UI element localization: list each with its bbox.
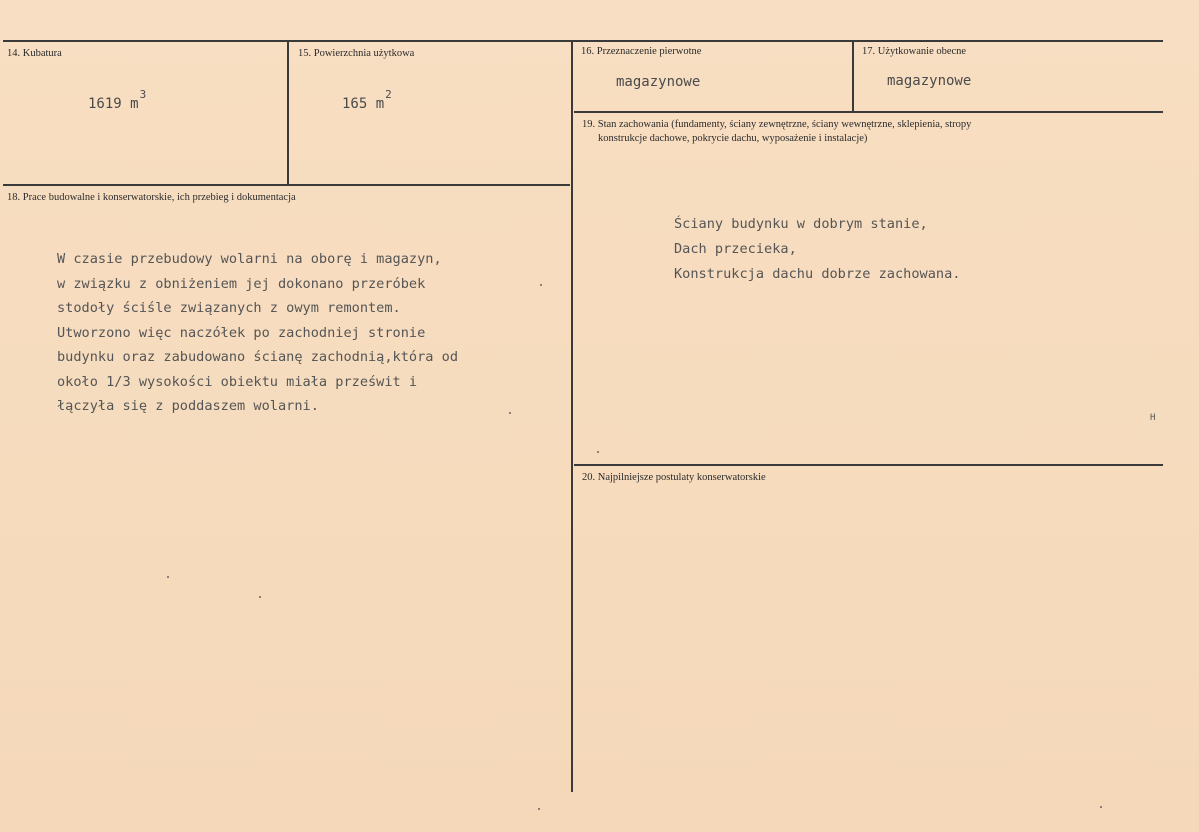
field-14-value-exponent: 3 [139, 88, 147, 101]
field-18-line: łączyła się z poddaszem wolarni. [57, 398, 319, 414]
field-17-value: magazynowe [887, 73, 972, 89]
field-18-line: W czasie przebudowy wolarni na oborę i magazyn, [57, 251, 442, 267]
top-border [3, 40, 1163, 42]
field-19-text [674, 212, 960, 287]
field-14-value-text: 1619 m [88, 96, 139, 112]
field-19-line: Konstrukcja dachu dobrze zachowana. [674, 266, 961, 282]
field-15-value-text: 165 m [342, 96, 385, 112]
field-19-label-line1: 19. Stan zachowania (fundamenty, ściany zewnętrzne, ściany wewnętrzne, sklepienia, stropy [582, 119, 972, 130]
field-19-line: Ściany budynku w dobrym stanie, [674, 216, 928, 232]
field-18-line: stodoły ściśle związanych z owym remontem. [57, 300, 401, 316]
field-18-line: budynku oraz zabudowano ścianę zachodnią,która od [57, 349, 459, 365]
field-18-text [57, 247, 458, 419]
scan-speck [597, 451, 599, 453]
field-18-line: około 1/3 wysokości obiektu miała prześwit i [57, 373, 418, 390]
field-15-label: 15. Powierzchnia użytkowa [298, 48, 415, 59]
divider-left-right [571, 40, 573, 792]
field-16-label: 16. Przeznaczenie pierwotne [581, 46, 702, 57]
field-15-value-exponent: 2 [385, 88, 392, 101]
field-18-line: w związku z obniżeniem jej dokonano przeróbek [57, 275, 426, 292]
field-19-line: Dach przecieka, [674, 241, 797, 257]
field-15-value [342, 88, 392, 112]
field-16-value: magazynowe [616, 74, 701, 90]
field-17-label: 17. Użytkowanie obecne [862, 46, 967, 57]
scan-speck [167, 576, 169, 578]
scan-speck [540, 284, 542, 286]
field-14-label: 14. Kubatura [7, 48, 62, 59]
scan-speck [259, 596, 261, 598]
field-14-value [88, 88, 146, 112]
divider-f16-f17 [852, 40, 854, 112]
divider-f14-f15 [287, 40, 289, 185]
field-19-label-line2: konstrukcje dachowe, pokrycie dachu, wyposażenie i instalacje) [598, 133, 868, 144]
scan-speck [538, 808, 540, 810]
scan-speck [509, 412, 511, 414]
field-18-label: 18. Prace budowalne i konserwatorskie, ich przebieg i dokumentacja [7, 192, 296, 203]
scan-speck [1100, 806, 1102, 808]
divider-f19-top [574, 111, 1163, 113]
field-20-label: 20. Najpilniejsze postulaty konserwatorskie [582, 472, 766, 483]
divider-f20-top [574, 464, 1163, 466]
field-18-line: Utworzono więc naczółek po zachodniej stronie [57, 324, 426, 341]
corner-mark: H [1150, 413, 1156, 423]
